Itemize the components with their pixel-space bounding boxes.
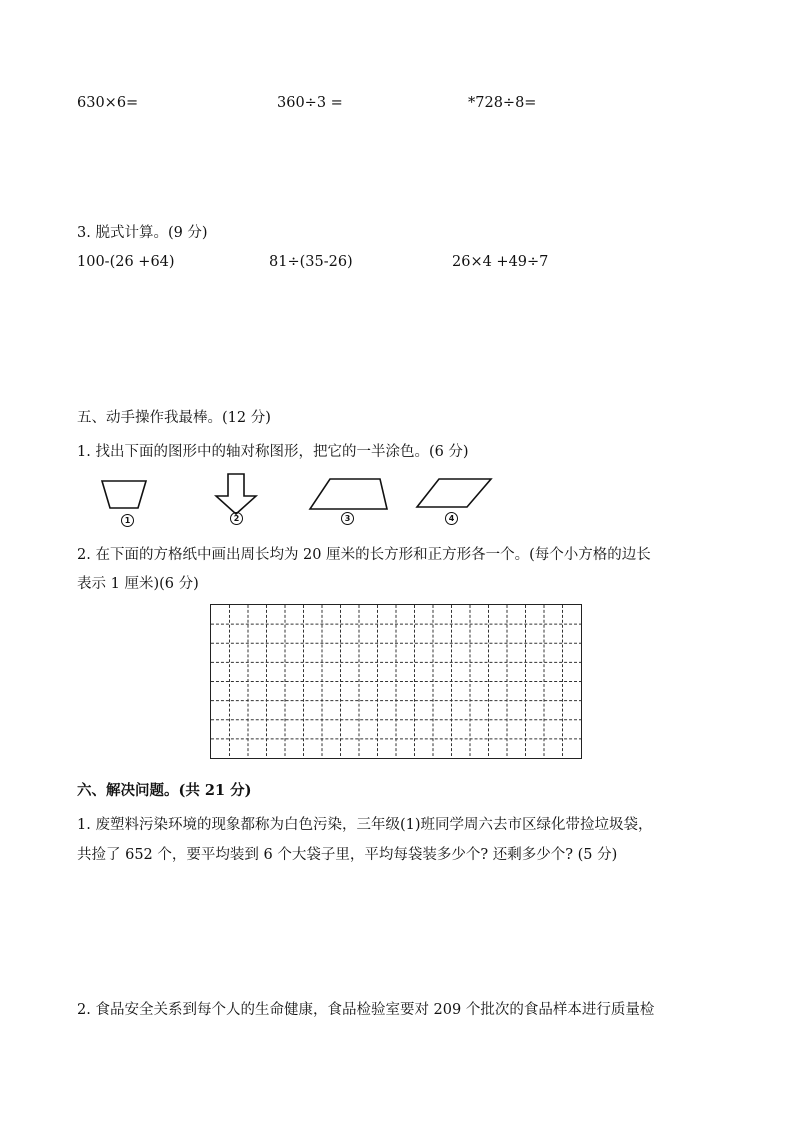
shape-label-4: 4 xyxy=(445,512,458,525)
section5-q2-line1: 2. 在下面的方格纸中画出周长均为 20 厘米的长方形和正方形各一个。(每个小方格的边长 xyxy=(77,547,651,563)
q3-title: 3. 脱式计算。(9 分) xyxy=(77,225,208,241)
calc-360div3: 360÷3 = xyxy=(277,95,343,111)
shape-label-3: 3 xyxy=(341,512,354,525)
section6-title: 六、解决问题。(共 21 分) xyxy=(77,782,252,799)
right-trapezoid-shape xyxy=(308,476,390,512)
shape-label-1: 1 xyxy=(121,514,134,527)
section6-q1-line2: 共捡了 652 个，要平均装到 6 个大袋子里，平均每袋装多少个? 还剩多少个? (5 分) xyxy=(77,847,618,863)
section5-q2-line2: 表示 1 厘米)(6 分) xyxy=(77,576,199,592)
shape-label-2: 2 xyxy=(230,512,243,525)
q3-calc-3: 26×4 +49÷7 xyxy=(452,254,549,270)
grid-paper[interactable] xyxy=(210,604,582,759)
trapezoid-shape xyxy=(100,478,148,512)
calc-630x6: 630×6= xyxy=(77,95,139,111)
parallelogram-shape xyxy=(415,476,493,510)
q3-calc-2: 81÷(35-26) xyxy=(269,254,353,270)
section6-q2-line1: 2. 食品安全关系到每个人的生命健康，食品检验室要对 209 个批次的食品样本进行质量检 xyxy=(77,1002,655,1018)
section5-q1: 1. 找出下面的图形中的轴对称图形，把它的一半涂色。(6 分) xyxy=(77,444,469,460)
calc-728div8: *728÷8= xyxy=(468,95,537,111)
section5-title: 五、动手操作我最棒。(12 分) xyxy=(77,410,271,426)
q3-calc-1: 100-(26 +64) xyxy=(77,254,175,270)
section6-q1-line1: 1. 废塑料污染环境的现象都称为白色污染，三年级(1)班同学周六去市区绿化带捡垃圾袋， xyxy=(77,817,653,833)
down-arrow-shape xyxy=(214,472,260,516)
